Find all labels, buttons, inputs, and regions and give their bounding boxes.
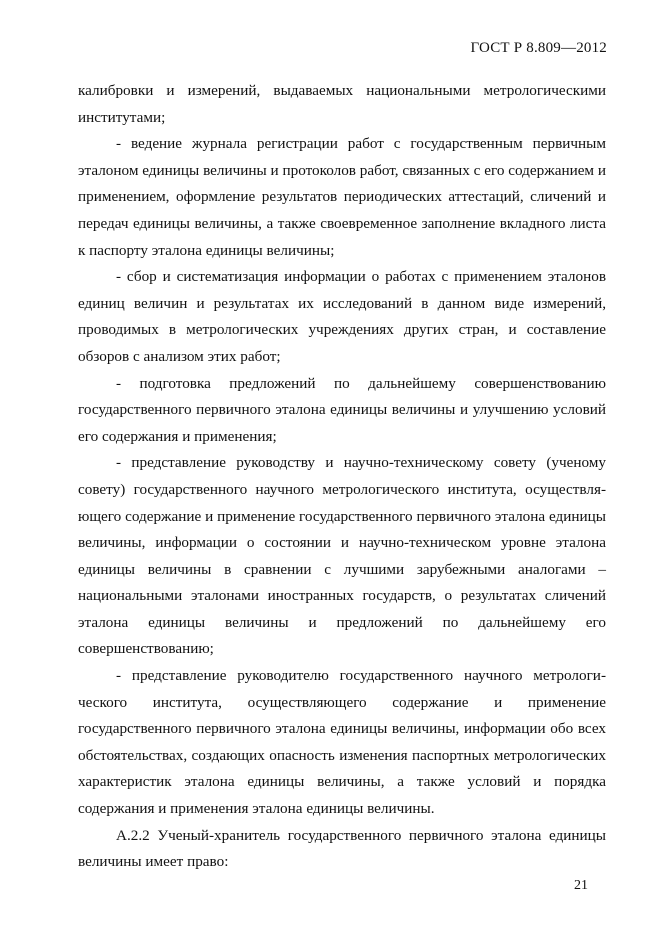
paragraph-continuation: калибровки и измерений, выдаваемых национальными метрологическими институтами; — [78, 82, 606, 126]
document-body — [78, 78, 606, 876]
list-item-report-to-management: - представление руководству и научно-техническому совету (ученому совету) государственного научного метрологического института, осуществляющего содержание и применение государственного первичного эталона единицы величины, информации о состоянии и научно-техническом уровне эталона единицы величины в сравнении с лучшими зарубежными аналогами – национальными эталонами иностранных государств, о результатах сличений эталона единицы величины и предложений по дальнейшему его совершенствованию; — [78, 454, 606, 658]
list-item-information-collection: - сбор и систематизация информации о работах с применением эталонов единиц величин и результатах их исследований в данном виде измерений, проводимых в метрологических учреждениях других стран, и составление обзоров с анализом этих работ; — [78, 268, 606, 365]
clause-a-2-2: А.2.2 Ученый-хранитель государственного первичного эталона единицы величины имеет право: — [78, 826, 606, 871]
list-item-report-to-director: - представление руководителю государственного научного метрологического института, осуществляющего содержание и применение государственного первичного эталона единицы величины, информации обо всех обстоятельствах, создающих опасность изменения паспортных метрологических характеристик эталона единицы величины, а также условий и порядка содержания и применения эталона единицы величины. — [78, 667, 606, 818]
document-header-code: ГОСТ Р 8.809—2012 — [470, 40, 607, 56]
list-item-journal: - ведение журнала регистрации работ с государственным первичным эталоном единицы величины и протоколов работ, связанных с его содержанием и применением, оформление результатов периодических аттестаций, сличений и передач единицы величины, а также своевременное заполнение вкладного листа к паспорту эталона единицы величины; — [78, 135, 606, 259]
list-item-proposals: - подготовка предложений по дальнейшему совершенствованию государственного первичного эталона единицы величины и улучшению условий его содержания и применения; — [78, 374, 606, 445]
page-number: 21 — [574, 878, 588, 893]
